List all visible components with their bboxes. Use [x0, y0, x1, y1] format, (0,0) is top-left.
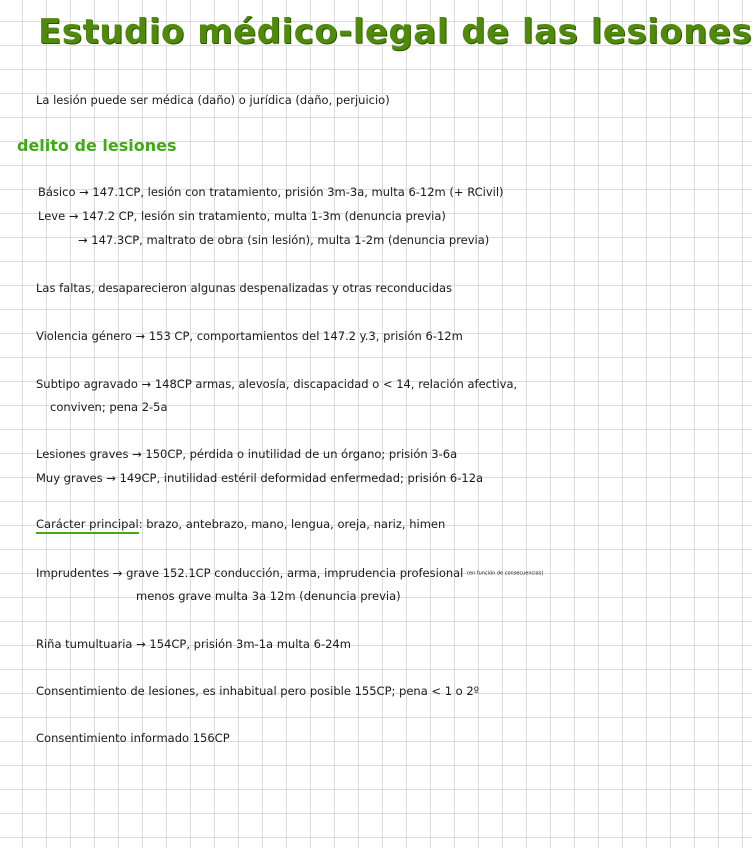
note-line-caracter: [36, 517, 445, 531]
note-line-violencia: Violencia género → 153 CP, comportamientos del 147.2 y.3, prisión 6-12m: [36, 329, 463, 343]
section-heading: delito de lesiones: [17, 136, 177, 155]
imprudentes-note: (en función de consecuencias): [467, 570, 544, 577]
note-line-basico: Básico → 147.1CP, lesión con tratamiento, prisión 3m-3a, multa 6-12m (+ RCivil): [38, 185, 504, 199]
caracter-rest: : brazo, antebrazo, mano, lengua, oreja, nariz, himen: [138, 517, 446, 531]
note-line-leve-2: → 147.3CP, maltrato de obra (sin lesión), multa 1-2m (denuncia previa): [78, 233, 490, 247]
note-line-leve-1: Leve → 147.2 CP, lesión sin tratamiento, multa 1-3m (denuncia previa): [38, 209, 446, 223]
imprudentes-text: Imprudentes → grave 152.1CP conducción, arma, imprudencia profesional: [36, 566, 464, 580]
note-line-subtipo-2: conviven; pena 2-5a: [50, 400, 168, 414]
note-line-informado: Consentimiento informado 156CP: [36, 731, 230, 745]
intro-line: La lesión puede ser médica (daño) o jurídica (daño, perjuicio): [36, 93, 390, 107]
page-title: Estudio médico-legal de las lesiones: [38, 12, 752, 52]
note-line-consentimiento: Consentimiento de lesiones, es inhabitual pero posible 155CP; pena < 1 o 2º: [36, 684, 480, 698]
note-line-imprudentes-1: [36, 566, 543, 581]
note-line-rina: Riña tumultuaria → 154CP, prisión 3m-1a multa 6-24m: [36, 637, 351, 651]
caracter-label: Carácter principal: [36, 517, 139, 534]
note-line-subtipo-1: Subtipo agravado → 148CP armas, alevosía, discapacidad o < 14, relación afectiva,: [36, 377, 518, 391]
note-line-faltas: Las faltas, desaparecieron algunas despenalizadas y otras reconducidas: [36, 281, 453, 295]
note-line-imprudentes-2: menos grave multa 3a 12m (denuncia previa): [136, 589, 401, 603]
note-line-graves: Lesiones graves → 150CP, pérdida o inutilidad de un órgano; prisión 3-6a: [36, 447, 458, 461]
note-line-muy-graves: Muy graves → 149CP, inutilidad estéril deformidad enfermedad; prisión 6-12a: [36, 471, 484, 485]
